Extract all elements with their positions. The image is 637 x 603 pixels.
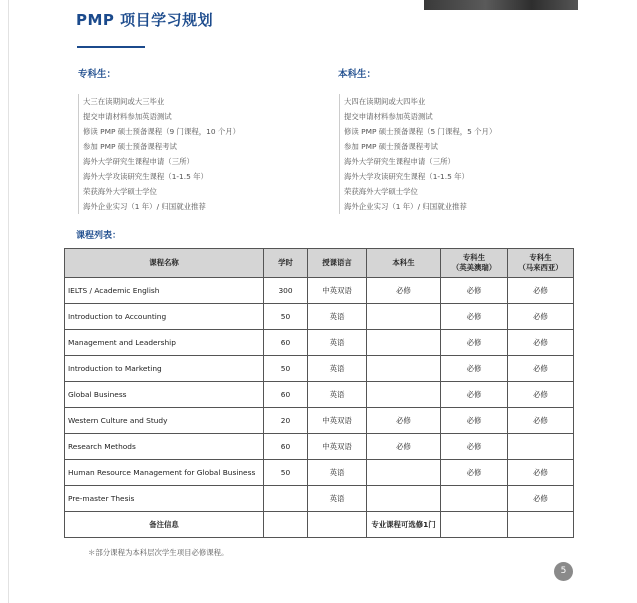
associate-step: 海外大学攻读研究生课程（1-1.5 年） (83, 172, 208, 181)
associate-step: 参加 PMP 硕士预备课程考试 (83, 142, 177, 151)
bachelor-step: 大四在读期间或大四毕业 (344, 97, 426, 106)
course-language: 英语 (308, 356, 367, 382)
associate-my-requirement: 必修 (508, 356, 574, 382)
col-header-bachelor: 本科生 (367, 249, 441, 278)
footnote: ＊部分课程为本科层次学生项目必修课程。 (88, 548, 229, 557)
bachelor-step: 修读 PMP 硕士预备课程（5 门课程，5 个月） (344, 127, 497, 136)
associate-heading: 专科生： (78, 69, 117, 80)
note-row (65, 512, 574, 538)
note-empty-cell (441, 512, 508, 538)
associate-my-requirement: 必修 (508, 304, 574, 330)
associate-uk-au-requirement: 必修 (441, 434, 508, 460)
associate-my-requirement (508, 434, 574, 460)
course-name: Introduction to Marketing (65, 356, 264, 382)
course-name: Western Culture and Study (65, 408, 264, 434)
associate-uk-au-requirement: 必修 (441, 330, 508, 356)
course-hours: 20 (264, 408, 308, 434)
note-label: 备注信息 (65, 512, 264, 538)
course-name: Introduction to Accounting (65, 304, 264, 330)
col-header-associate-uk-au (441, 249, 508, 278)
course-hours: 60 (264, 330, 308, 356)
col-header-hours: 学时 (264, 249, 308, 278)
course-name: Research Methods (65, 434, 264, 460)
table-row (65, 330, 574, 356)
associate-uk-au-requirement: 必修 (441, 460, 508, 486)
bachelor-step: 海外大学攻读研究生课程（1-1.5 年） (344, 172, 469, 181)
table-row (65, 304, 574, 330)
bachelor-requirement (367, 330, 441, 356)
course-name: Management and Leadership (65, 330, 264, 356)
associate-uk-au-requirement: 必修 (441, 304, 508, 330)
course-hours: 300 (264, 278, 308, 304)
bachelor-step: 海外大学研究生课程申请（三所） (344, 157, 455, 166)
associate-steps (78, 94, 240, 214)
course-language: 英语 (308, 330, 367, 356)
course-language: 英语 (308, 304, 367, 330)
table-row (65, 460, 574, 486)
associate-step: 海外大学研究生课程申请（三所） (83, 157, 194, 166)
associate-my-requirement: 必修 (508, 330, 574, 356)
course-language: 英语 (308, 460, 367, 486)
bachelor-step: 荣获海外大学硕士学位 (344, 187, 418, 196)
course-language: 中英双语 (308, 278, 367, 304)
associate-my-requirement: 必修 (508, 278, 574, 304)
course-language: 中英双语 (308, 408, 367, 434)
associate-step: 海外企业实习（1 年）/ 归国就业推荐 (83, 202, 206, 211)
title-underline (77, 46, 145, 48)
course-name: Human Resource Management for Global Business (65, 460, 264, 486)
course-name: Pre-master Thesis (65, 486, 264, 512)
header-photo (424, 0, 578, 10)
table-row (65, 278, 574, 304)
col-header-associate-my (508, 249, 574, 278)
course-hours: 60 (264, 434, 308, 460)
bachelor-steps (339, 94, 496, 214)
associate-my-requirement: 必修 (508, 408, 574, 434)
table-row (65, 434, 574, 460)
course-hours: 50 (264, 304, 308, 330)
note-empty-cell (308, 512, 367, 538)
col-header-line: 专科生 (529, 253, 552, 262)
note-empty-cell (264, 512, 308, 538)
course-table (64, 248, 574, 538)
associate-uk-au-requirement (441, 486, 508, 512)
bachelor-requirement: 必修 (367, 408, 441, 434)
associate-my-requirement: 必修 (508, 486, 574, 512)
note-empty-cell (508, 512, 574, 538)
bachelor-step: 参加 PMP 硕士预备课程考试 (344, 142, 438, 151)
bachelor-requirement: 必修 (367, 278, 441, 304)
table-row (65, 486, 574, 512)
course-language: 英语 (308, 382, 367, 408)
col-header-line: （英美澳瑞） (451, 263, 497, 272)
associate-step: 大三在读期间或大三毕业 (83, 97, 165, 106)
associate-my-requirement: 必修 (508, 460, 574, 486)
associate-my-requirement: 必修 (508, 382, 574, 408)
bachelor-requirement (367, 382, 441, 408)
bachelor-step: 海外企业实习（1 年）/ 归国就业推荐 (344, 202, 467, 211)
course-name: Global Business (65, 382, 264, 408)
bachelor-heading: 本科生： (338, 69, 377, 80)
course-hours: 50 (264, 460, 308, 486)
associate-step: 修读 PMP 硕士预备课程（9 门课程，10 个月） (83, 127, 241, 136)
associate-uk-au-requirement: 必修 (441, 278, 508, 304)
bachelor-requirement (367, 304, 441, 330)
course-table-heading: 课程列表： (76, 231, 122, 241)
page-title: PMP 项目学习规划 (76, 11, 214, 29)
page-edge-line (8, 0, 9, 603)
table-row (65, 356, 574, 382)
col-header-language: 授课语言 (308, 249, 367, 278)
col-header-line: （马来西亚） (518, 263, 563, 272)
course-language: 英语 (308, 486, 367, 512)
associate-step: 荣获海外大学硕士学位 (83, 187, 157, 196)
bachelor-requirement: 必修 (367, 434, 441, 460)
bachelor-requirement (367, 460, 441, 486)
associate-uk-au-requirement: 必修 (441, 382, 508, 408)
course-hours (264, 486, 308, 512)
associate-uk-au-requirement: 必修 (441, 356, 508, 382)
course-hours: 50 (264, 356, 308, 382)
bachelor-step: 提交申请材料参加英语测试 (344, 112, 433, 121)
col-header-name: 课程名称 (65, 249, 264, 278)
bachelor-requirement (367, 356, 441, 382)
course-name: IELTS / Academic English (65, 278, 264, 304)
note-text: 专业课程可选修1门 (367, 512, 441, 538)
associate-step: 提交申请材料参加英语测试 (83, 112, 172, 121)
course-hours: 60 (264, 382, 308, 408)
col-header-line: 专科生 (462, 253, 486, 262)
table-row (65, 382, 574, 408)
course-language: 中英双语 (308, 434, 367, 460)
bachelor-requirement (367, 486, 441, 512)
page-number: 5 (554, 562, 573, 581)
table-row (65, 408, 574, 434)
associate-uk-au-requirement: 必修 (441, 408, 508, 434)
table-header-row (65, 249, 574, 278)
